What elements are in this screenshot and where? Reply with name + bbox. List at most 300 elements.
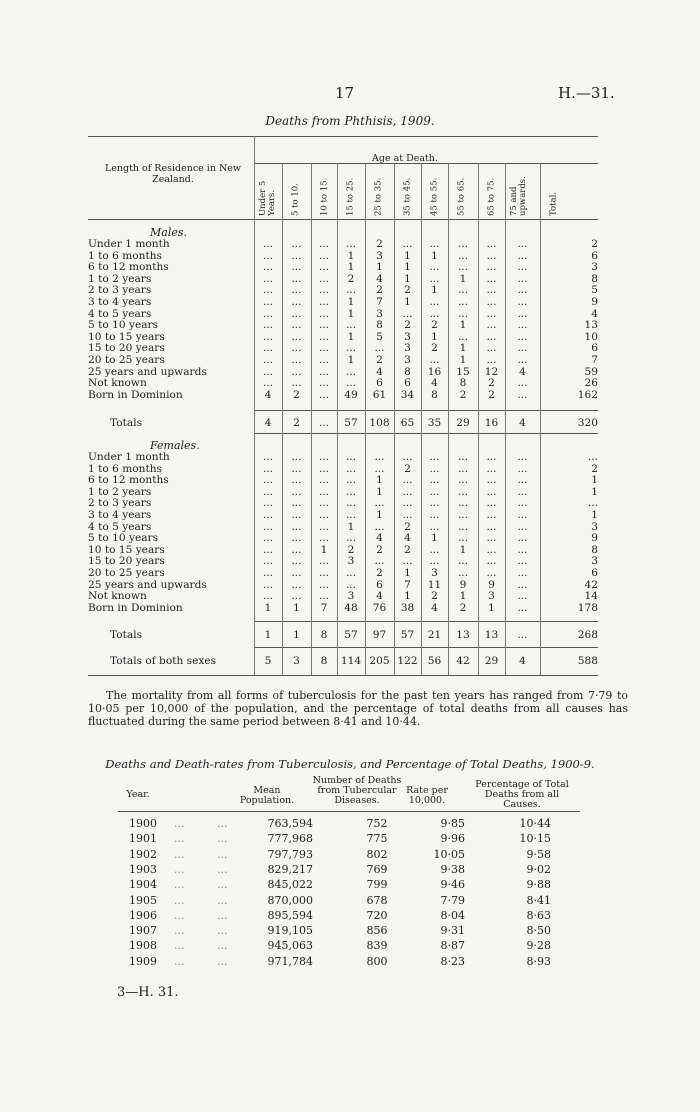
table-cell: 7: [591, 354, 598, 366]
leader-dots: ...: [217, 893, 228, 907]
table-cell: 4: [591, 307, 598, 320]
table-cell: 2: [376, 543, 383, 556]
row-label: 6 to 12 months: [88, 474, 169, 487]
table-cell: ...: [291, 462, 302, 475]
leader-dots: ...: [217, 954, 228, 968]
table-cell: 2: [347, 272, 355, 285]
table-cell: ...: [318, 319, 330, 332]
table-cell: 268: [577, 629, 598, 641]
column-header: Total.: [548, 191, 559, 216]
table-cell: 8: [320, 629, 328, 641]
table-cell: 1: [459, 319, 467, 332]
table-cell: ...: [486, 474, 497, 487]
table-cell: 1: [347, 520, 355, 533]
table-cell: ...: [486, 284, 497, 297]
table-cell: 108: [369, 417, 390, 429]
table-cell: 5: [264, 655, 272, 667]
row-label: 3 to 4 years: [88, 509, 152, 521]
table-cell: ...: [429, 485, 440, 498]
table-cell: 8: [591, 543, 598, 556]
row-label: Not known: [88, 590, 147, 603]
table-cell: ...: [374, 555, 385, 568]
table-cell: ...: [374, 462, 385, 475]
table-cell: 8: [404, 365, 411, 378]
population-cell: 797,793: [267, 847, 313, 861]
table-cell: 2: [376, 284, 383, 297]
females-section-label: Females.: [150, 439, 200, 452]
population-cell: 870,000: [267, 893, 313, 907]
leader-dots: ...: [174, 893, 185, 907]
column-header: 45 to 55.: [429, 177, 440, 216]
percentage-cell: 9·88: [526, 878, 551, 892]
table-cell: ...: [402, 497, 413, 510]
row-label: Under 1 month: [88, 451, 170, 463]
deaths-cell: 775: [366, 832, 388, 846]
table-cell: 14: [584, 590, 598, 603]
table-cell: 49: [344, 388, 358, 401]
table-cell: ...: [517, 261, 528, 274]
table-cell: ...: [486, 543, 497, 556]
table-cell: ...: [457, 567, 469, 579]
table-cell: 1: [431, 249, 438, 262]
table-cell: ...: [345, 238, 357, 250]
males-section-label: Males.: [150, 226, 187, 239]
table-cell: ...: [486, 497, 497, 510]
table-cell: ...: [429, 509, 440, 521]
table-cell: 3: [488, 590, 495, 603]
table-cell: ...: [517, 284, 528, 297]
table-cell: 1: [591, 509, 598, 521]
row-label: Totals of both sexes: [110, 655, 217, 667]
row-label: Totals: [110, 417, 143, 429]
year-cell: 1900: [129, 817, 157, 830]
table-cell: ...: [345, 509, 357, 521]
table-cell: 2: [293, 417, 300, 429]
table-cell: 97: [372, 629, 387, 641]
row-label: 15 to 20 years: [88, 555, 165, 568]
row-label: 15 to 20 years: [88, 342, 165, 355]
table-cell: 16: [484, 417, 499, 429]
leader-dots: ...: [174, 817, 185, 830]
table-cell: ...: [486, 567, 497, 579]
row-label: 1 to 6 months: [88, 462, 162, 475]
percentage-cell: 8·50: [526, 924, 551, 938]
table-cell: 57: [400, 629, 415, 641]
row-label: 5 to 10 years: [88, 532, 159, 545]
column-header: Under 5 Years.: [258, 180, 277, 216]
row-label: Under 1 month: [88, 238, 170, 250]
table-cell: ...: [262, 497, 274, 510]
table-cell: ...: [457, 330, 469, 343]
table-cell: 2: [404, 543, 411, 556]
table-cell: ...: [291, 532, 302, 545]
table-cell: ...: [486, 296, 497, 308]
table-cell: 1: [347, 354, 355, 366]
table-cell: 9: [591, 296, 598, 308]
table-cell: 1: [459, 354, 467, 366]
table-cell: 1: [264, 629, 272, 641]
table-cell: 205: [369, 655, 390, 667]
table-cell: 1: [404, 590, 411, 603]
table-cell: ...: [517, 497, 528, 510]
table-cell: 1: [293, 601, 300, 614]
table-cell: ...: [429, 555, 440, 568]
table-cell: ...: [486, 509, 497, 521]
rate-cell: 9·31: [440, 924, 465, 938]
table-cell: 42: [456, 655, 470, 667]
table-cell: 1: [264, 601, 272, 614]
table-cell: ...: [517, 330, 528, 343]
table-cell: ...: [517, 342, 528, 355]
table-cell: ...: [318, 590, 330, 603]
table-cell: 7: [320, 601, 328, 614]
year-cell: 1905: [129, 893, 157, 907]
table-cell: 4: [404, 532, 411, 545]
table-cell: ...: [262, 485, 274, 498]
rule: [254, 410, 598, 411]
document-reference: H.—31.: [558, 84, 615, 102]
table-cell: 3: [404, 342, 411, 355]
percentage-cell: 9·28: [526, 939, 551, 953]
table-cell: ...: [486, 319, 497, 332]
deaths-cell: 678: [366, 893, 388, 907]
table-cell: ...: [374, 520, 385, 533]
row-label: Not known: [88, 377, 147, 390]
table-cell: ...: [457, 462, 469, 475]
table-cell: ...: [517, 509, 528, 521]
table-cell: ...: [429, 543, 440, 556]
table-cell: ...: [587, 451, 598, 463]
column-header: 75 and upwards.: [509, 176, 528, 216]
rule: [88, 219, 598, 220]
table-cell: ...: [262, 354, 274, 366]
table-cell: 2: [404, 520, 411, 533]
column-header: 35 to 45.: [402, 177, 413, 216]
table-cell: 13: [456, 629, 470, 641]
row-label: 2 to 3 years: [88, 284, 152, 297]
table-cell: 1: [404, 261, 411, 274]
table-cell: ...: [402, 474, 413, 487]
table-cell: 1: [459, 272, 467, 285]
rate-cell: 9·38: [440, 862, 465, 876]
percentage-cell: 10·44: [519, 817, 551, 830]
table-cell: 1: [404, 296, 411, 308]
table-cell: 4: [519, 365, 526, 378]
row-label: 5 to 10 years: [88, 319, 159, 332]
table-cell: 3: [347, 555, 355, 568]
table-cell: 2: [404, 462, 411, 475]
rate-cell: 9·46: [440, 878, 465, 892]
table-cell: ...: [345, 578, 357, 591]
table-cell: ...: [517, 354, 528, 366]
table-cell: 6: [376, 578, 383, 591]
table-cell: ...: [291, 567, 302, 579]
table-cell: ...: [402, 485, 413, 498]
table-cell: 3: [591, 520, 598, 533]
table-cell: 6: [591, 567, 598, 579]
table-cell: 61: [372, 388, 387, 401]
table-cell: 5: [376, 330, 383, 343]
table-cell: ...: [291, 451, 302, 463]
table-cell: ...: [291, 342, 302, 355]
table-cell: 4: [264, 417, 272, 429]
row-label: 2 to 3 years: [88, 497, 152, 510]
table-cell: 29: [484, 655, 499, 667]
table-cell: ...: [587, 497, 598, 510]
row-label: 10 to 15 years: [88, 330, 165, 343]
rule: [254, 621, 598, 622]
table-cell: ...: [517, 578, 528, 591]
column-header: Mean Population.: [239, 785, 295, 806]
table-cell: 1: [347, 307, 355, 320]
table-cell: 1: [404, 249, 411, 262]
year-cell: 1901: [129, 832, 157, 846]
table-cell: 114: [340, 655, 362, 667]
table-cell: 8: [376, 319, 383, 332]
table-cell: ...: [457, 520, 469, 533]
table-cell: ...: [486, 555, 497, 568]
leader-dots: ...: [174, 954, 185, 968]
population-cell: 895,594: [267, 908, 313, 922]
table-cell: 59: [584, 365, 598, 378]
table-cell: ...: [517, 485, 528, 498]
table-cell: ...: [429, 296, 440, 308]
table-cell: 2: [293, 388, 300, 401]
table-cell: 8: [320, 655, 328, 667]
table-cell: ...: [517, 319, 528, 332]
table-cell: 2: [459, 601, 467, 614]
table-cell: ...: [262, 377, 274, 390]
table-cell: ...: [457, 307, 469, 320]
row-label: 6 to 12 months: [88, 261, 169, 274]
table-cell: 8: [459, 377, 467, 390]
table-cell: ...: [318, 532, 330, 545]
table-cell: 65: [400, 417, 415, 429]
table-cell: ...: [291, 543, 302, 556]
table-cell: 3: [376, 249, 383, 262]
table-cell: ...: [262, 365, 274, 378]
table-cell: 1: [459, 543, 467, 556]
table-cell: 57: [344, 629, 358, 641]
table-cell: ...: [517, 474, 528, 487]
table-cell: ...: [345, 497, 357, 510]
table-cell: ...: [318, 474, 330, 487]
table-cell: ...: [402, 555, 413, 568]
row-label: 1 to 2 years: [88, 272, 152, 285]
table-cell: ...: [457, 249, 469, 262]
table-cell: 4: [376, 272, 383, 285]
table-cell: ...: [291, 238, 302, 250]
table-cell: ...: [402, 451, 413, 463]
table-cell: ...: [318, 272, 330, 285]
table-cell: ...: [345, 474, 357, 487]
table-cell: ...: [429, 451, 440, 463]
table-cell: ...: [291, 497, 302, 510]
year-cell: 1909: [129, 954, 157, 968]
table-cell: ...: [262, 296, 274, 308]
leader-dots: ...: [217, 908, 228, 922]
table-cell: 57: [344, 417, 358, 429]
year-cell: 1908: [129, 939, 157, 953]
table-cell: 1: [404, 272, 411, 285]
table-cell: 56: [427, 655, 442, 667]
table-cell: 38: [400, 601, 415, 614]
table-cell: ...: [457, 509, 469, 521]
year-cell: 1902: [129, 847, 157, 861]
table-cell: 3: [431, 567, 438, 579]
rate-cell: 10·05: [433, 847, 465, 861]
table-cell: ...: [457, 261, 469, 274]
table-cell: ...: [262, 330, 274, 343]
table-cell: ...: [318, 462, 330, 475]
table-cell: 2: [404, 284, 411, 297]
table-cell: ...: [291, 354, 302, 366]
table-cell: ...: [486, 532, 497, 545]
row-label: 20 to 25 years: [88, 567, 165, 579]
rule: [88, 136, 598, 137]
table-cell: ...: [429, 261, 440, 274]
table-cell: 1: [347, 330, 355, 343]
table-cell: ...: [262, 249, 274, 262]
table-cell: ...: [345, 342, 357, 355]
table-cell: ...: [262, 261, 274, 274]
table-cell: ...: [429, 474, 440, 487]
population-cell: 763,594: [267, 817, 313, 830]
footer-reference: 3—H. 31.: [117, 985, 179, 1000]
table-cell: 9: [459, 578, 467, 591]
table-cell: 2: [431, 319, 438, 332]
table-cell: ...: [345, 567, 357, 579]
table-cell: 4: [376, 590, 383, 603]
table-cell: 1: [376, 474, 383, 487]
percentage-cell: 8·93: [526, 954, 551, 968]
table-cell: 1: [459, 342, 467, 355]
rate-cell: 8·87: [440, 939, 465, 953]
table-cell: 4: [376, 532, 383, 545]
age-at-death-header: Age at Death.: [372, 153, 438, 164]
column-rule: [540, 163, 541, 675]
table-cell: 16: [427, 365, 442, 378]
table-cell: 1: [376, 485, 383, 498]
table-cell: 35: [427, 417, 442, 429]
rule: [254, 647, 598, 648]
table-cell: 3: [591, 261, 598, 274]
table-cell: ...: [262, 272, 274, 285]
table-cell: 76: [372, 601, 387, 614]
deaths-cell: 800: [366, 954, 388, 968]
table-cell: 15: [456, 365, 470, 378]
row-label: 4 to 5 years: [88, 307, 152, 320]
table-cell: ...: [486, 261, 497, 274]
table-cell: ...: [291, 485, 302, 498]
leader-dots: ...: [217, 939, 228, 953]
table-cell: 178: [577, 601, 598, 614]
table-cell: ...: [318, 509, 330, 521]
table-cell: ...: [457, 238, 469, 250]
table-cell: 13: [484, 629, 499, 641]
table-cell: ...: [345, 319, 357, 332]
table-cell: 588: [577, 655, 598, 667]
row-label: 1 to 6 months: [88, 249, 162, 262]
column-header: 5 to 10.: [290, 183, 301, 216]
table-cell: 1: [376, 261, 383, 274]
rule: [88, 675, 598, 676]
year-cell: 1906: [129, 908, 157, 922]
table-cell: 1: [376, 509, 383, 521]
table-cell: ...: [318, 365, 330, 378]
table-cell: 1: [488, 601, 495, 614]
table-cell: ...: [262, 319, 274, 332]
table-cell: ...: [318, 342, 330, 355]
leader-dots: ...: [174, 878, 185, 892]
rate-cell: 9·85: [440, 817, 465, 830]
table-cell: ...: [262, 532, 274, 545]
table-cell: ...: [517, 451, 528, 463]
population-cell: 919,105: [267, 924, 313, 938]
table-cell: ...: [262, 238, 274, 250]
table-cell: 320: [577, 417, 598, 429]
table-cell: ...: [291, 590, 302, 603]
deaths-cell: 839: [366, 939, 388, 953]
table-cell: ...: [318, 296, 330, 308]
table-cell: 8: [431, 388, 438, 401]
table-cell: ...: [318, 417, 330, 429]
table-cell: ...: [262, 578, 274, 591]
table-cell: ...: [318, 567, 330, 579]
table-cell: 6: [404, 377, 411, 390]
table-cell: ...: [291, 330, 302, 343]
table-cell: ...: [402, 238, 413, 250]
leader-dots: ...: [174, 862, 185, 876]
row-label: Born in Dominion: [88, 388, 183, 401]
table-cell: 26: [584, 377, 598, 390]
table-cell: ...: [517, 238, 528, 250]
table-cell: 3: [404, 330, 411, 343]
table-cell: 29: [456, 417, 470, 429]
table-cell: ...: [345, 284, 357, 297]
table-cell: ...: [318, 555, 330, 568]
table-cell: 2: [376, 354, 383, 366]
column-header: 15 to 25.: [345, 177, 356, 216]
table-cell: ...: [457, 485, 469, 498]
rule: [118, 811, 580, 812]
leader-dots: ...: [217, 847, 228, 861]
table-cell: ...: [457, 497, 469, 510]
column-header: Year.: [126, 789, 150, 800]
table-cell: ...: [291, 377, 302, 390]
year-cell: 1907: [129, 924, 157, 938]
table-cell: ...: [318, 451, 330, 463]
residence-header: Length of Residence in New Zealand.: [104, 163, 242, 185]
percentage-cell: 9·58: [526, 847, 551, 861]
table-cell: ...: [291, 307, 302, 320]
table-cell: 4: [264, 388, 272, 401]
column-header: 65 to 75.: [486, 177, 497, 216]
leader-dots: ...: [217, 924, 228, 938]
table-cell: ...: [345, 365, 357, 378]
table-cell: 2: [431, 590, 438, 603]
table-cell: 11: [427, 578, 442, 591]
table-cell: ...: [457, 284, 469, 297]
table-cell: 162: [577, 388, 598, 401]
table-cell: 2: [347, 543, 355, 556]
table-cell: 2: [488, 377, 495, 390]
table-cell: 9: [488, 578, 495, 591]
leader-dots: ...: [174, 847, 185, 861]
table-cell: 8: [591, 272, 598, 285]
population-cell: 945,063: [267, 939, 313, 953]
table-cell: 1: [431, 284, 438, 297]
